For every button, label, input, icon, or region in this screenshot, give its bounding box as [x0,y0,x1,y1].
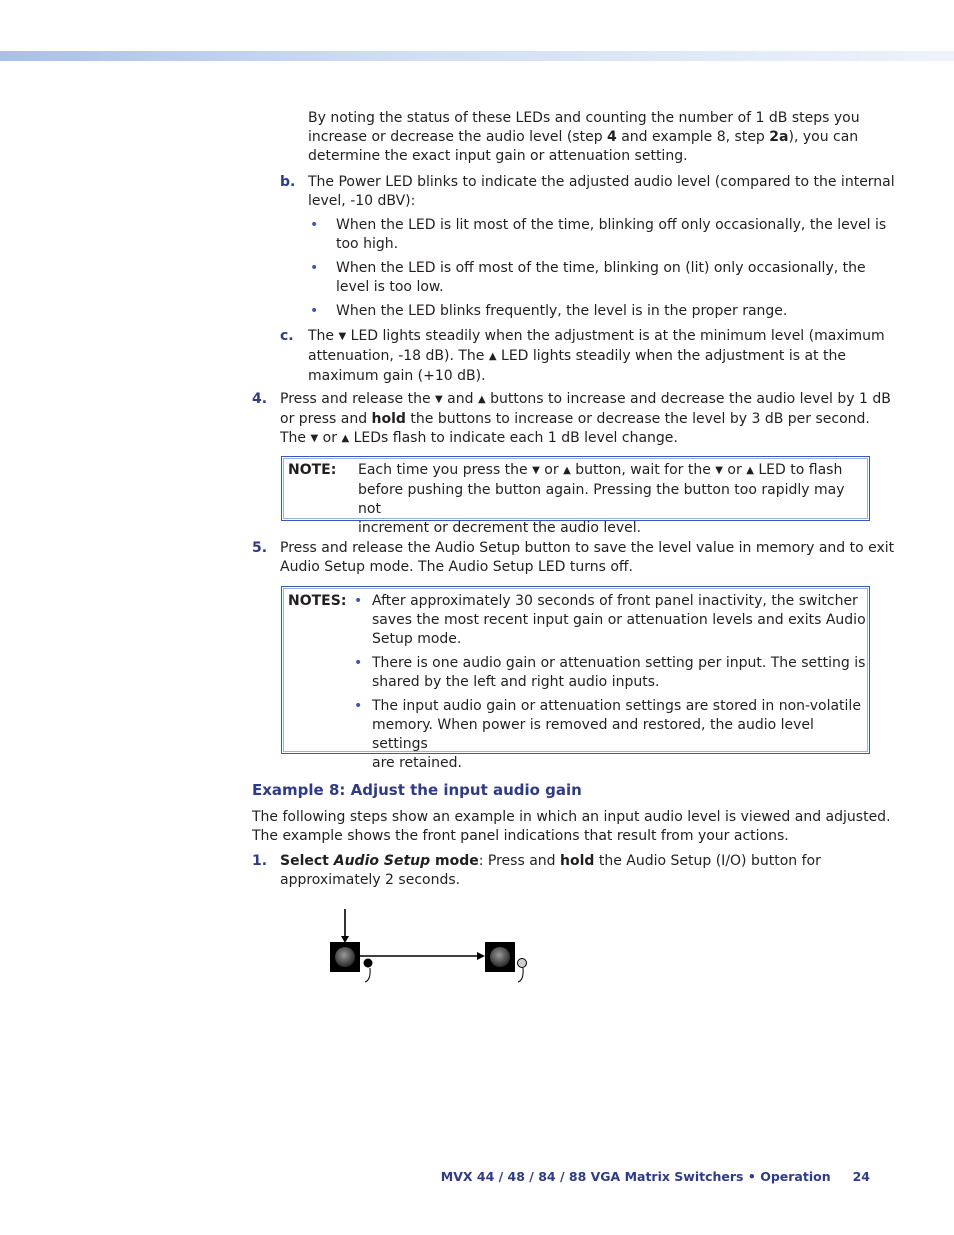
audio-setup-led-off [518,959,527,983]
up-arrow-icon: ▲ [746,465,754,476]
down-arrow-icon: ▼ [338,331,347,342]
step-b-bullet-3: When the LED blinks frequently, the level is in the proper range. [336,303,788,319]
bullet-icon: • [354,655,363,671]
up-arrow-icon: ▲ [488,351,497,362]
note-label: NOTE: [288,462,337,478]
step-b-bullet-1: When the LED is lit most of the time, blinking off only occasionally, the level is too high. [336,217,887,252]
down-arrow-icon: ▼ [310,433,319,444]
press-arrow-icon [341,909,349,943]
note-text: Each time you press the ▼ or ▲ button, wait for the ▼ or ▲ LED to flash before pushing the button again. Pressing the button too rapidly may not increment or decrement the audio level. [358,462,845,536]
step-b-text: The Power LED blinks to indicate the adjusted audio level (compared to the internal level, -10 dBV): [308,174,895,209]
notes-bullet-2: There is one audio gain or attenuation setting per input. The setting is shared by the left and right audio inputs. [372,655,866,690]
audio-setup-led-lit [364,959,373,983]
bullet-icon: • [310,217,319,233]
transition-arrow-icon [360,952,485,960]
page-footer [440,1167,870,1186]
up-arrow-icon: ▲ [563,465,571,476]
front-panel-diagram [320,900,540,990]
up-arrow-icon: ▲ [341,433,350,444]
bullet-icon: • [310,303,319,319]
down-arrow-icon: ▼ [435,394,443,405]
example-step-1-marker: 1. [252,853,268,869]
step-c-text: The ▼ LED lights steadily when the adjustment is at the minimum level (maximum attenuation, -18 dB). The ▲ LED lights steadily when the adjustment is at the maximum gain (+10 dB). [308,328,885,384]
note-box [281,456,870,536]
bullet-icon: • [354,593,363,609]
step-5-marker: 5. [252,540,268,556]
step-b-bullet-2: When the LED is off most of the time, blinking on (lit) only occasionally, the level is too low. [336,260,866,295]
step-4-marker: 4. [252,391,268,407]
audio-setup-button-2 [485,942,515,972]
step-c-marker: c. [280,328,294,344]
notes-box [281,586,870,771]
bullet-icon: • [310,260,319,276]
notes-label: NOTES: [288,593,347,609]
page-number: 24 [852,1169,870,1184]
notes-bullet-3: The input audio gain or attenuation settings are stored in non-volatile memory. When power is removed and restored, the audio level settings are retained. [372,698,861,771]
intro-paragraph: By noting the status of these LEDs and counting the number of 1 dB steps you increase or decrease the audio level (step 4 and example 8, step 2a), you can determine the exact input gain or attenuation setting. [308,110,860,164]
example-heading: Example 8: Adjust the input audio gain [252,781,582,799]
bullet-icon: • [354,698,363,714]
notes-bullet-1: After approximately 30 seconds of front panel inactivity, the switcher saves the most recent input gain or attenuation levels and exits Audio Setup mode. [372,593,866,647]
step-4-text: Press and release the ▼ and ▲ buttons to increase and decrease the audio level by 1 dB or press and hold the buttons to increase or decrease the level by 3 dB per second. The ▼ or ▲ LEDs flash to indicate each 1 dB level change. [280,391,891,446]
step-b-marker: b. [280,174,296,190]
example-paragraph: The following steps show an example in which an input audio level is viewed and adjusted. The example shows the front panel indications that result from your actions. [252,809,891,844]
step-5-text: Press and release the Audio Setup button to save the level value in memory and to exit Audio Setup mode. The Audio Setup LED turns off. [280,540,895,575]
audio-setup-button-1 [330,942,360,972]
down-arrow-icon: ▼ [532,465,540,476]
up-arrow-icon: ▲ [477,394,486,405]
header-gradient-bar [0,51,954,61]
example-step-1-text: Select Audio Setup mode: Press and hold the Audio Setup (I/O) button for approximately 2 seconds. [280,853,821,888]
footer-title: MVX 44 / 48 / 84 / 88 VGA Matrix Switchers • Operation [440,1169,831,1184]
down-arrow-icon: ▼ [715,465,723,476]
